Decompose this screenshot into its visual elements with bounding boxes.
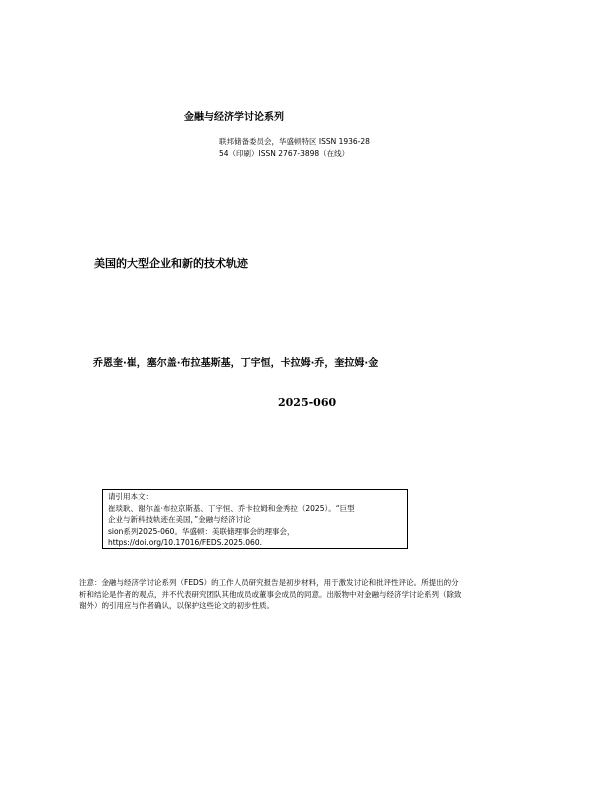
paper-authors: 乔恩奎·崔，塞尔盖·布拉基斯基，丁宇恒，卡拉姆·乔，奎拉姆·金 <box>93 358 379 369</box>
paper-number: 2025-060 <box>278 396 337 409</box>
citation-line: 请引用本文： <box>108 492 153 501</box>
series-info-line: 54（印刷）ISSN 2767-3898（在线） <box>219 148 350 158</box>
notice-line: 析和结论是作者的观点，并不代表研究团队其他成员或董事会成员的同意。出版物中对金融与经济学讨论系列（除致 <box>79 589 462 599</box>
citation-line: 企业与新科技轨迹在美国，”金融与经济讨论 <box>108 515 251 524</box>
series-title: 金融与经济学讨论系列 <box>184 112 284 123</box>
series-info-line: 联邦储备委员会，华盛顿特区 ISSN 1936-28 <box>219 137 370 146</box>
citation-box <box>102 489 408 549</box>
disclaimer-notice <box>79 577 537 612</box>
series-issn-info <box>219 136 404 159</box>
notice-line: 谢外）的引用应与作者确认，以保护这些论文的初步性质。 <box>79 601 274 610</box>
citation-line: sion系列2025-060。华盛顿：美联储理事会的理事会， <box>108 526 295 536</box>
notice-line: 注意：金融与经济学讨论系列（FEDS）的工作人员研究报告是初步材料，用于激发讨论和批评性评论。所提出的分 <box>79 578 459 587</box>
citation-doi-link[interactable]: https://doi.org/10.17016/FEDS.2025.060. <box>108 538 262 547</box>
paper-title: 美国的大型企业和新的技术轨迹 <box>94 257 248 270</box>
citation-line: 崔琰耿、谢尔盖·布拉京斯基、丁宇恒、乔卡拉姆和金秀拉（2025）。“巨型 <box>108 503 355 513</box>
